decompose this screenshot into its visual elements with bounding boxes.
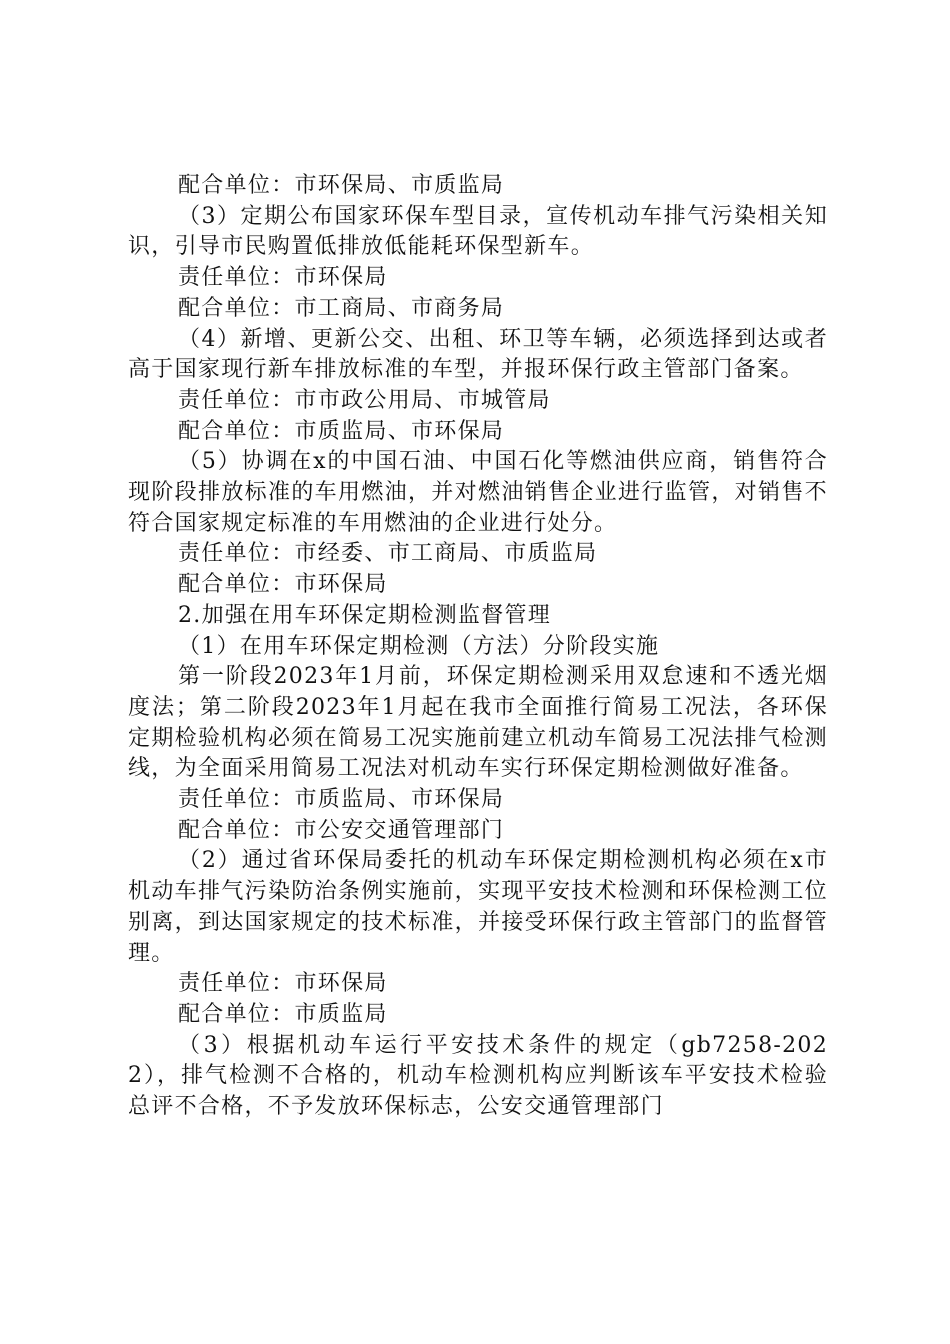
text-line: 配合单位：市公安交通管理部门 [178, 817, 505, 843]
text-line: 责任单位：市质监局、市环保局 [178, 787, 505, 813]
section-heading: 2.加强在用车环保定期检测监督管理 [178, 602, 552, 628]
document-body [128, 171, 828, 1123]
paragraph: （3）根据机动车运行平安技术条件的规定（gb7258-2022），排气检测不合格的，机动车检测机构应判断该车平安技术检验总评不合格，不予发放环保标志，公安交通管理部门 [128, 1032, 828, 1120]
text-line: 配合单位：市质监局 [178, 1001, 388, 1027]
paragraph: （2）通过省环保局委托的机动车环保定期检测机构必须在x市机动车排气污染防治条例实施前，实现平安技术检测和环保检测工位别离，到达国家规定的技术标准，并接受环保行政主管部门的监督管理。 [128, 848, 828, 966]
paragraph: （1）在用车环保定期检测（方法）分阶段实施 [178, 633, 660, 659]
paragraph: （3）定期公布国家环保车型目录，宣传机动车排气污染相关知识，引导市民购置低排放低能耗环保型新车。 [128, 203, 828, 260]
text-line: 配合单位：市环保局 [178, 572, 388, 598]
paragraph: 第一阶段2023年1月前，环保定期检测采用双怠速和不透光烟度法；第二阶段2023年1月起在我市全面推行简易工况法，各环保定期检验机构必须在简易工况实施前建立机动车简易工况法排气检测线，为全面采用简易工况法对机动车实行环保定期检测做好准备。 [128, 664, 828, 782]
paragraph: （5）协调在x的中国石油、中国石化等燃油供应商，销售符合现阶段排放标准的车用燃油，并对燃油销售企业进行监管，对销售不符合国家规定标准的车用燃油的企业进行处分。 [128, 449, 828, 536]
text-line: 责任单位：市环保局 [178, 971, 388, 997]
text-line: 配合单位：市工商局、市商务局 [178, 295, 505, 321]
text-line: 配合单位：市质监局、市环保局 [178, 418, 505, 444]
text-line: 责任单位：市经委、市工商局、市质监局 [178, 541, 598, 567]
text-line: 配合单位：市环保局、市质监局 [178, 173, 505, 198]
text-line: 责任单位：市市政公用局、市城管局 [178, 387, 551, 413]
paragraph: （4）新增、更新公交、出租、环卫等车辆，必须选择到达或者高于国家现行新车排放标准的车型，并报环保行政主管部门备案。 [128, 326, 828, 383]
text-line: 责任单位：市环保局 [178, 265, 388, 291]
